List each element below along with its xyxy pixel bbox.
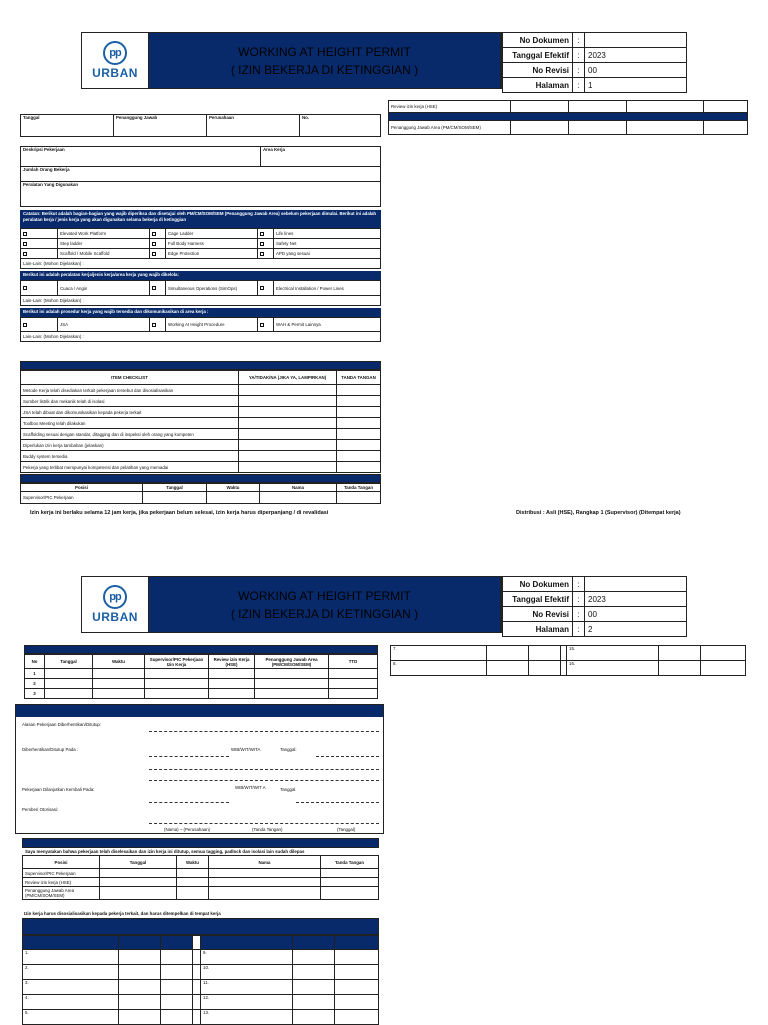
company-logo: [82, 33, 149, 88]
worker-cell[interactable]: [701, 646, 746, 661]
worker-cell[interactable]: [529, 646, 561, 661]
ext-cell[interactable]: [209, 679, 255, 689]
worker-cell[interactable]: [161, 965, 193, 980]
sign-cell[interactable]: [143, 492, 207, 504]
checkbox-icon[interactable]: [260, 242, 264, 246]
no-label[interactable]: No.: [300, 115, 381, 137]
extension-table: No Tanggal Waktu Supervisor/PIC Pekerjaan Izin Kerja Review izin Kerja (HSE) Penanggung Jawab Area (PM/CM/SOM/SEM) TTD 1 2 3: [24, 645, 378, 699]
worker-cell[interactable]: [701, 661, 746, 676]
resume-time-line[interactable]: [149, 802, 229, 803]
checkbox-icon[interactable]: [260, 286, 264, 290]
checklist-item: Pekerja yang terlibat mempunyai kompetensi dan pelatihan yang memadai: [21, 462, 239, 473]
worker-cell[interactable]: [487, 661, 529, 676]
worker-cell[interactable]: [293, 950, 335, 965]
extension-bar: [24, 645, 378, 654]
worker-list-table: 1. 9. 2. 10. 3. 11. 4. 12. 5. 13.: [22, 918, 379, 1025]
review-cell[interactable]: [511, 101, 569, 113]
worker-cell[interactable]: [119, 950, 161, 965]
checkbox[interactable]: [21, 318, 58, 332]
review-cell[interactable]: [704, 121, 748, 135]
ext-cell[interactable]: [45, 679, 93, 689]
checkbox[interactable]: [21, 249, 58, 259]
checkbox-icon[interactable]: [23, 286, 27, 290]
deskripsi-field[interactable]: Deskripsi Pekerjaan: [21, 147, 261, 167]
worker-cell[interactable]: [335, 980, 379, 995]
checkbox-icon[interactable]: [152, 323, 156, 327]
ext-cell[interactable]: [329, 669, 378, 679]
checklist-answer[interactable]: [239, 385, 337, 396]
worker-cell[interactable]: [119, 1010, 161, 1025]
checklist-item: Scaffolding sesuai dengan standar, ditagging dan di inspeksi oleh orang yang kompeten: [21, 429, 239, 440]
checklist-item: Sumber listrik dan mekanik telah di isolasi: [21, 396, 239, 407]
checkbox[interactable]: [150, 239, 166, 249]
ext-cell[interactable]: [209, 669, 255, 679]
sign-cell[interactable]: [207, 492, 260, 504]
description-table: [20, 146, 381, 207]
checklist-table: ITEM CHECKLIST YA/TIDAK/NA (JIKA YA, LAMPIRKAN) TANDA TANGAN Metode Kerja telah disediakan terkait pekerjaan tersebut dan disosialisasikan Sumber listrik dan mekanik telah di isolasi JSA telah dibuat dan dikomunikasikan kepada pekerja terkait Toolbox Meeting telah dilakukan Scaffolding sesuai dengan standar, ditagging dan di inspeksi oleh orang yang kompeten Diperlukan izin kerja tambahan (jelaskan) Buddy system tersedia Pekerja yang terlibat mempunyai kompetensi dan pelatihan yang memadai: [20, 361, 381, 473]
review-pj-label: Penanggung Jawab Area (PM/CM/SOM/SEM): [389, 121, 511, 135]
worker-cell[interactable]: [293, 965, 335, 980]
footer-validity: Izin kerja ini berlaku selama 12 jam kerja, jika pekerjaan belum selesai, izin kerja harus diperpanjang / di revalidasi: [30, 510, 329, 516]
pj-label[interactable]: Penanggung Jawab: [114, 115, 207, 137]
close-cell[interactable]: [321, 887, 379, 900]
title-id: ( IZIN BEKERJA DI KETINGGIAN ): [230, 606, 419, 621]
worker-cell[interactable]: [119, 980, 161, 995]
stop-time-line[interactable]: [149, 756, 229, 757]
lain-lain-field[interactable]: Lain-Lain: (Mohon Dijelaskan) :: [21, 332, 381, 342]
title-band: [149, 33, 501, 88]
worker-cell[interactable]: [335, 950, 379, 965]
close-cell[interactable]: [100, 869, 177, 878]
worker-cell[interactable]: [119, 965, 161, 980]
close-cell[interactable]: [100, 878, 177, 887]
general-info-table: [20, 114, 381, 137]
worker-cell[interactable]: [293, 980, 335, 995]
close-cell[interactable]: [321, 869, 379, 878]
meta-table-page1: No Dokumen : Tanggal Efektif : 2023 No Revisi : 00 Halaman : 1: [502, 32, 687, 93]
catatan-bar: Catatan: Berikut adalah bagian-bagian yang wajib diperiksa dan disetujui oleh PM/CM/SOM/SEM (Penanggung Jawab Area) sebelum pekerjaan dimulai. Berikut ini adalah peralatan kerja / jenis kerja yang akan digunakan selama bekerja di ketinggian: [20, 210, 381, 228]
ext-cell[interactable]: [329, 689, 378, 699]
worker-list-bar: [22, 918, 379, 935]
worker-cell[interactable]: [161, 995, 193, 1010]
checklist-sign[interactable]: [337, 429, 381, 440]
checkbox[interactable]: [150, 229, 166, 239]
checkbox[interactable]: [150, 281, 166, 296]
worker-cell[interactable]: [335, 965, 379, 980]
review-cell[interactable]: [569, 101, 627, 113]
ext-cell[interactable]: [255, 679, 329, 689]
lain-lain-field[interactable]: Lain-Lain: (Mohon Dijelaskan) :: [21, 296, 381, 306]
title-en: WORKING AT HEIGHT PERMIT: [238, 588, 411, 603]
meta-value: 2023: [585, 48, 687, 63]
approval-bar: [20, 474, 381, 483]
checkbox[interactable]: [21, 239, 58, 249]
review-bar: [389, 113, 748, 121]
perusahaan-label[interactable]: Perusahaan: [207, 115, 300, 137]
worker-cell[interactable]: [119, 995, 161, 1010]
alasan-line[interactable]: [149, 731, 379, 732]
checklist-sign[interactable]: [337, 451, 381, 462]
checklist-answer[interactable]: [239, 429, 337, 440]
tanggal-label[interactable]: Tanggal: [21, 115, 114, 137]
worker-cell[interactable]: [487, 646, 529, 661]
meta-key: Halaman: [503, 78, 573, 93]
close-cell[interactable]: [321, 878, 379, 887]
checklist-answer[interactable]: [239, 451, 337, 462]
sec3-bar: Berikut ini adalah prosedur kerja yang wajib tersedia dan dikomunikasikan di area kerja :: [20, 308, 381, 317]
checklist-answer[interactable]: [239, 418, 337, 429]
sign-cell[interactable]: [337, 492, 381, 504]
close-cell[interactable]: [100, 887, 177, 900]
worker-cell[interactable]: [161, 980, 193, 995]
checklist-sign[interactable]: [337, 385, 381, 396]
checkbox[interactable]: [21, 229, 58, 239]
footer-distribution: Distribusi : Asli (HSE), Rangkap 1 (Supervisor) (Ditempat kerja): [516, 510, 681, 516]
title-id: ( IZIN BEKERJA DI KETINGGIAN ): [230, 62, 419, 77]
review-table: [388, 100, 748, 135]
sec2-bar: Berikut ini adalah peralatan kerja/jenis kerja/area kerja yang wajib dikelola:: [20, 271, 381, 280]
checkbox[interactable]: [258, 229, 274, 239]
checklist-item: Diperlukan izin kerja tambahan (jelaskan): [21, 440, 239, 451]
close-cell[interactable]: [209, 869, 321, 878]
meta-key: Tanggal Efektif: [503, 48, 573, 63]
closure-bar: [22, 838, 379, 848]
checkbox-icon[interactable]: [152, 286, 156, 290]
stop-date-line[interactable]: [316, 756, 379, 757]
worker-cell[interactable]: [529, 661, 561, 676]
logo-text: URBAN: [92, 610, 138, 624]
worker-cell[interactable]: [161, 1010, 193, 1025]
meta-key: No Dokumen: [503, 33, 573, 48]
worker-cell[interactable]: [161, 950, 193, 965]
checklist-item: JSA telah dibuat dan dikomunikasikan kepada pekerja terkait: [21, 407, 239, 418]
checklist-sign[interactable]: [337, 462, 381, 473]
meta-value: [585, 33, 687, 48]
blank-line[interactable]: [149, 769, 379, 770]
ext-cell[interactable]: [93, 689, 145, 699]
title-band: [149, 577, 501, 632]
worker-cell[interactable]: [335, 1010, 379, 1025]
peralatan-field[interactable]: Peralatan Yang Digunakan: [21, 182, 381, 207]
worker-cell[interactable]: [659, 661, 701, 676]
checklist-bar: [20, 361, 381, 370]
worker-cell[interactable]: [293, 995, 335, 1010]
ext-cell[interactable]: [329, 679, 378, 689]
worker-cell[interactable]: [335, 995, 379, 1010]
checklist-sign[interactable]: [337, 418, 381, 429]
checkbox-icon[interactable]: [152, 242, 156, 246]
checkbox-icon[interactable]: [260, 323, 264, 327]
checkbox-icon[interactable]: [260, 232, 264, 236]
header-page1: [81, 32, 502, 89]
checklist-item: Metode Kerja telah disediakan terkait pekerjaan tersebut dan disosialisasikan: [21, 385, 239, 396]
stop-resume-section: Alasan Pekerjaan Diberhentikan/Ditutup: Diberhentikan/Ditutup Pada : WIB/WIT/WITA Tanggal: Pekerjaan Dilanjutkan Kembali Pada: WIB/WIT/WIT A Tanggal Pemberi Otorisasi: (Nama) – (Perusahaan) (Tanda Tangan) (Tanggal): [15, 704, 384, 834]
checklist-answer[interactable]: [239, 462, 337, 473]
checklist-answer[interactable]: [239, 407, 337, 418]
ext-cell[interactable]: [93, 679, 145, 689]
title-en: WORKING AT HEIGHT PERMIT: [238, 44, 411, 59]
sign-cell[interactable]: [260, 492, 337, 504]
resume-date-line[interactable]: [296, 802, 379, 803]
checkbox[interactable]: [258, 249, 274, 259]
ext-cell[interactable]: [255, 669, 329, 679]
checkbox[interactable]: [258, 281, 274, 296]
review-hse-label: Review izin kerja (HSE): [389, 101, 511, 113]
approval-table: Posisi Tanggal Waktu Nama Tanda Tangan Supervisor/PIC Pekerjaan: [20, 474, 381, 504]
meta-value: 00: [585, 63, 687, 78]
checkbox[interactable]: [258, 318, 274, 332]
header-page2: [81, 576, 502, 633]
blank-line[interactable]: [149, 780, 379, 781]
review-cell[interactable]: [704, 101, 748, 113]
review-cell[interactable]: [511, 121, 569, 135]
close-cell[interactable]: [177, 878, 209, 887]
checkbox-icon[interactable]: [23, 242, 27, 246]
checkbox-icon[interactable]: [260, 252, 264, 256]
checkbox-icon[interactable]: [152, 232, 156, 236]
equipment-section: Catatan: Berikut adalah bagian-bagian yang wajib diperiksa dan disetujui oleh PM/CM/SOM/SEM (Penanggung Jawab Area) sebelum pekerjaan dimulai. Berikut ini adalah peralatan kerja / jenis kerja yang akan digunakan selama bekerja di ketinggian Elevated Work Platform Cage Ladder Life lines Step ladder Full Body Harness Safety Net Scaffold / Mobile Scaffold Edge Protection APD yang sesuai Lain-Lain: (Mohon Dijelaskan) : Berikut ini adalah peralatan kerja/jenis kerja/area kerja yang wajib dikelola: Cuaca / Angin Simultaneous Operations (SimOps) Electrical Installation / Power Lines Lain-Lain: (Mohon Dijelaskan) : Berikut ini adalah prosedur kerja yang wajib tersedia dan dikomunikasikan di area kerja : JSA Working At Height Procedure WAH & Permit Lainnya Lain-Lain: (Mohon Dijelaskan) :: [20, 210, 381, 342]
review-cell[interactable]: [627, 121, 704, 135]
checkbox-icon[interactable]: [152, 252, 156, 256]
ext-cell[interactable]: [45, 689, 93, 699]
ext-cell[interactable]: [145, 679, 209, 689]
checklist-answer[interactable]: [239, 396, 337, 407]
close-cell[interactable]: [177, 887, 209, 900]
checklist-item: Buddy system tersedia: [21, 451, 239, 462]
checkbox-icon[interactable]: [23, 232, 27, 236]
review-cell[interactable]: [627, 101, 704, 113]
meta-key: No Revisi: [503, 63, 573, 78]
checkbox[interactable]: [150, 318, 166, 332]
logo-text: URBAN: [92, 66, 138, 80]
lain-lain-field[interactable]: Lain-Lain: (Mohon Dijelaskan) :: [21, 259, 381, 269]
close-cell[interactable]: [177, 869, 209, 878]
ext-cell[interactable]: [255, 689, 329, 699]
meta-table-page2: No Dokumen : Tanggal Efektif : 2023 No Revisi : 00 Halaman : 2: [502, 576, 687, 637]
checkbox[interactable]: [21, 281, 58, 296]
ext-cell[interactable]: [209, 689, 255, 699]
close-cell[interactable]: [209, 887, 321, 900]
meta-value: 1: [585, 78, 687, 93]
ext-cell[interactable]: [145, 669, 209, 679]
checklist-sign[interactable]: [337, 440, 381, 451]
checklist-item: Toolbox Meeting telah dilakukan: [21, 418, 239, 429]
checkbox[interactable]: [258, 239, 274, 249]
ext-cell[interactable]: [93, 669, 145, 679]
pp-logo-icon: pp: [103, 585, 127, 609]
checklist-sign[interactable]: [337, 396, 381, 407]
worker-cell[interactable]: [659, 646, 701, 661]
stop-bar: [16, 705, 383, 717]
company-logo: [82, 577, 149, 632]
jumlah-field[interactable]: Jumlah Orang Bekerja: [21, 167, 381, 182]
checkbox[interactable]: [150, 249, 166, 259]
checkbox-icon[interactable]: [23, 323, 27, 327]
ext-cell[interactable]: [45, 669, 93, 679]
area-field[interactable]: Area Kerja: [261, 147, 381, 167]
close-cell[interactable]: [209, 878, 321, 887]
checkbox-icon[interactable]: [23, 252, 27, 256]
checklist-answer[interactable]: [239, 440, 337, 451]
review-cell[interactable]: [569, 121, 627, 135]
pp-logo-icon: pp: [103, 41, 127, 65]
checklist-sign[interactable]: [337, 407, 381, 418]
worker-cell[interactable]: [293, 1010, 335, 1025]
authorizer-line[interactable]: [149, 823, 379, 824]
ext-cell[interactable]: [145, 689, 209, 699]
socialization-note: Izin kerja harus disosialisasikan kepada pekerja terkait, dan harus ditempelkan di tempat kerja: [24, 911, 221, 916]
worker-list-continued: 7. 15. 8. 16.: [390, 645, 746, 676]
closure-section: Saya menyatakan bahwa pekerjaan telah diselesaikan dan izin kerja ini ditutup, semua tagging, padlock dan isolasi lain sudah dilepas Posisi Tanggal Waktu Nama Tanda Tangan Supervisor/PIC Pekerjaan Review izin kerja (HSE) Penanggung Jawab Area (PM/CM/SOM/SEM): [22, 838, 379, 900]
